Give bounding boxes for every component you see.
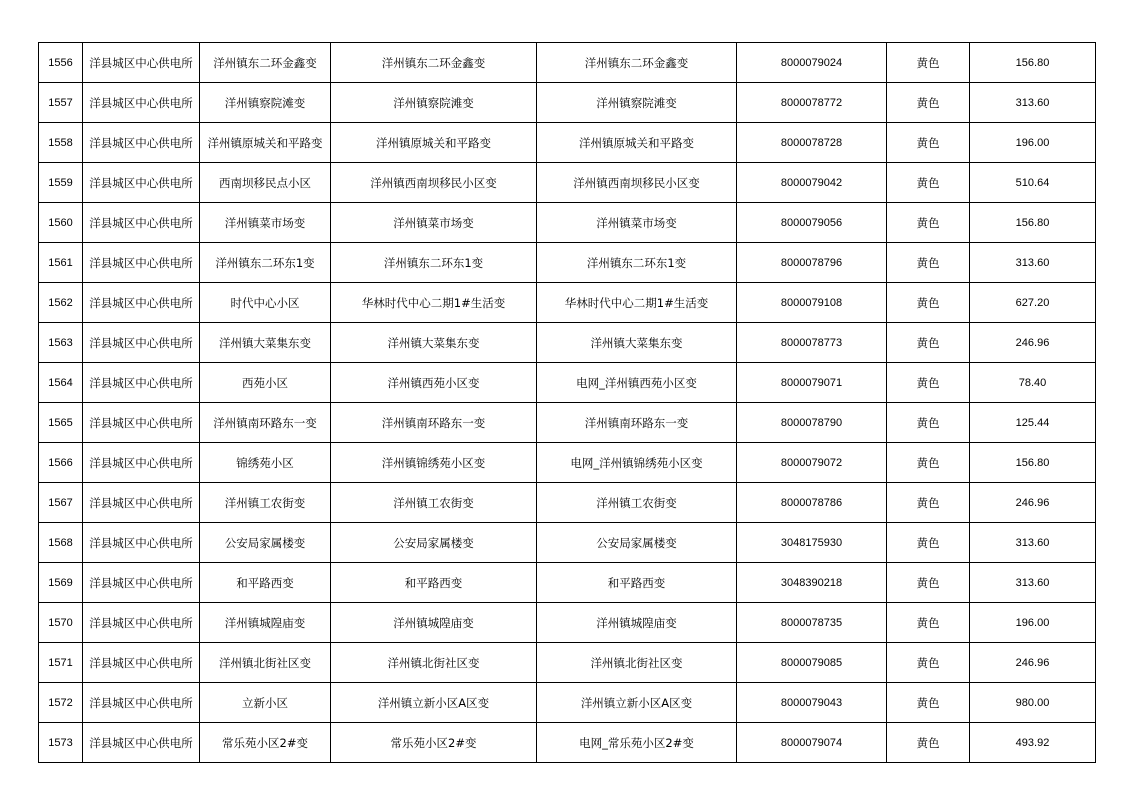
meter-name-cell: 洋州镇大菜集东变 xyxy=(537,323,737,363)
area-name-cell: 和平路西变 xyxy=(200,563,331,603)
meter-name-cell: 电网_常乐苑小区2#变 xyxy=(537,723,737,763)
supply-station-cell: 洋县城区中心供电所 xyxy=(83,323,200,363)
supply-station-cell: 洋县城区中心供电所 xyxy=(83,43,200,83)
row-number-cell: 1567 xyxy=(39,483,83,523)
value-cell: 246.96 xyxy=(970,643,1096,683)
row-number-cell: 1556 xyxy=(39,43,83,83)
table-row xyxy=(39,683,1096,723)
account-number-cell: 8000079024 xyxy=(737,43,887,83)
value-cell: 196.00 xyxy=(970,123,1096,163)
level-cell: 黄色 xyxy=(887,363,970,403)
account-number-cell: 8000078735 xyxy=(737,603,887,643)
supply-station-cell: 洋县城区中心供电所 xyxy=(83,603,200,643)
value-cell: 156.80 xyxy=(970,443,1096,483)
transformer-name-cell: 洋州镇立新小区A区变 xyxy=(331,683,537,723)
transformer-name-cell: 公安局家属楼变 xyxy=(331,523,537,563)
row-number-cell: 1558 xyxy=(39,123,83,163)
row-number-cell: 1566 xyxy=(39,443,83,483)
area-name-cell: 西南坝移民点小区 xyxy=(200,163,331,203)
table-body xyxy=(39,43,1096,763)
row-number-cell: 1571 xyxy=(39,643,83,683)
level-cell: 黄色 xyxy=(887,243,970,283)
transformer-name-cell: 洋州镇西南坝移民小区变 xyxy=(331,163,537,203)
meter-name-cell: 电网_洋州镇锦绣苑小区变 xyxy=(537,443,737,483)
row-number-cell: 1565 xyxy=(39,403,83,443)
meter-name-cell: 洋州镇原城关和平路变 xyxy=(537,123,737,163)
account-number-cell: 8000079043 xyxy=(737,683,887,723)
value-cell: 156.80 xyxy=(970,43,1096,83)
row-number-cell: 1563 xyxy=(39,323,83,363)
supply-station-cell: 洋县城区中心供电所 xyxy=(83,403,200,443)
row-number-cell: 1562 xyxy=(39,283,83,323)
value-cell: 78.40 xyxy=(970,363,1096,403)
value-cell: 313.60 xyxy=(970,563,1096,603)
row-number-cell: 1561 xyxy=(39,243,83,283)
supply-station-cell: 洋县城区中心供电所 xyxy=(83,443,200,483)
level-cell: 黄色 xyxy=(887,163,970,203)
meter-name-cell: 洋州镇察院滩变 xyxy=(537,83,737,123)
level-cell: 黄色 xyxy=(887,83,970,123)
transformer-name-cell: 洋州镇北街社区变 xyxy=(331,643,537,683)
level-cell: 黄色 xyxy=(887,643,970,683)
table-row xyxy=(39,523,1096,563)
meter-name-cell: 洋州镇西南坝移民小区变 xyxy=(537,163,737,203)
meter-name-cell: 洋州镇菜市场变 xyxy=(537,203,737,243)
meter-name-cell: 公安局家属楼变 xyxy=(537,523,737,563)
transformer-name-cell: 和平路西变 xyxy=(331,563,537,603)
value-cell: 313.60 xyxy=(970,83,1096,123)
account-number-cell: 8000078772 xyxy=(737,83,887,123)
value-cell: 246.96 xyxy=(970,323,1096,363)
level-cell: 黄色 xyxy=(887,43,970,83)
level-cell: 黄色 xyxy=(887,483,970,523)
account-number-cell: 3048175930 xyxy=(737,523,887,563)
table-row xyxy=(39,163,1096,203)
supply-station-cell: 洋县城区中心供电所 xyxy=(83,563,200,603)
transformer-name-cell: 洋州镇东二环东1变 xyxy=(331,243,537,283)
value-cell: 510.64 xyxy=(970,163,1096,203)
supply-station-cell: 洋县城区中心供电所 xyxy=(83,643,200,683)
area-name-cell: 洋州镇大菜集东变 xyxy=(200,323,331,363)
level-cell: 黄色 xyxy=(887,123,970,163)
value-cell: 313.60 xyxy=(970,523,1096,563)
meter-name-cell: 洋州镇立新小区A区变 xyxy=(537,683,737,723)
meter-name-cell: 华林时代中心二期1#生活变 xyxy=(537,283,737,323)
row-number-cell: 1569 xyxy=(39,563,83,603)
area-name-cell: 洋州镇南环路东一变 xyxy=(200,403,331,443)
table-row xyxy=(39,603,1096,643)
account-number-cell: 8000079072 xyxy=(737,443,887,483)
meter-name-cell: 洋州镇北街社区变 xyxy=(537,643,737,683)
table-row xyxy=(39,563,1096,603)
area-name-cell: 洋州镇菜市场变 xyxy=(200,203,331,243)
table-row xyxy=(39,283,1096,323)
table-row xyxy=(39,723,1096,763)
level-cell: 黄色 xyxy=(887,323,970,363)
value-cell: 493.92 xyxy=(970,723,1096,763)
table-row xyxy=(39,83,1096,123)
table-row xyxy=(39,323,1096,363)
account-number-cell: 8000078796 xyxy=(737,243,887,283)
table-row xyxy=(39,123,1096,163)
supply-station-cell: 洋县城区中心供电所 xyxy=(83,123,200,163)
table-row xyxy=(39,363,1096,403)
area-name-cell: 洋州镇原城关和平路变 xyxy=(200,123,331,163)
supply-station-cell: 洋县城区中心供电所 xyxy=(83,523,200,563)
transformer-name-cell: 洋州镇原城关和平路变 xyxy=(331,123,537,163)
area-name-cell: 洋州镇北街社区变 xyxy=(200,643,331,683)
level-cell: 黄色 xyxy=(887,523,970,563)
transformer-name-cell: 洋州镇城隍庙变 xyxy=(331,603,537,643)
data-table xyxy=(38,42,1096,763)
area-name-cell: 洋州镇工农街变 xyxy=(200,483,331,523)
table-row xyxy=(39,203,1096,243)
level-cell: 黄色 xyxy=(887,563,970,603)
area-name-cell: 公安局家属楼变 xyxy=(200,523,331,563)
row-number-cell: 1559 xyxy=(39,163,83,203)
value-cell: 196.00 xyxy=(970,603,1096,643)
area-name-cell: 常乐苑小区2#变 xyxy=(200,723,331,763)
account-number-cell: 8000079085 xyxy=(737,643,887,683)
value-cell: 313.60 xyxy=(970,243,1096,283)
table-row xyxy=(39,643,1096,683)
value-cell: 125.44 xyxy=(970,403,1096,443)
level-cell: 黄色 xyxy=(887,403,970,443)
account-number-cell: 8000079071 xyxy=(737,363,887,403)
area-name-cell: 洋州镇东二环东1变 xyxy=(200,243,331,283)
value-cell: 156.80 xyxy=(970,203,1096,243)
area-name-cell: 时代中心小区 xyxy=(200,283,331,323)
transformer-name-cell: 洋州镇察院滩变 xyxy=(331,83,537,123)
transformer-name-cell: 洋州镇大菜集东变 xyxy=(331,323,537,363)
area-name-cell: 锦绣苑小区 xyxy=(200,443,331,483)
area-name-cell: 洋州镇察院滩变 xyxy=(200,83,331,123)
transformer-name-cell: 洋州镇南环路东一变 xyxy=(331,403,537,443)
supply-station-cell: 洋县城区中心供电所 xyxy=(83,163,200,203)
level-cell: 黄色 xyxy=(887,603,970,643)
account-number-cell: 8000078773 xyxy=(737,323,887,363)
account-number-cell: 8000078790 xyxy=(737,403,887,443)
transformer-name-cell: 华林时代中心二期1#生活变 xyxy=(331,283,537,323)
supply-station-cell: 洋县城区中心供电所 xyxy=(83,483,200,523)
account-number-cell: 8000078786 xyxy=(737,483,887,523)
level-cell: 黄色 xyxy=(887,443,970,483)
value-cell: 627.20 xyxy=(970,283,1096,323)
transformer-name-cell: 洋州镇东二环金鑫变 xyxy=(331,43,537,83)
value-cell: 246.96 xyxy=(970,483,1096,523)
table-row xyxy=(39,243,1096,283)
row-number-cell: 1573 xyxy=(39,723,83,763)
meter-name-cell: 洋州镇东二环金鑫变 xyxy=(537,43,737,83)
value-cell: 980.00 xyxy=(970,683,1096,723)
row-number-cell: 1572 xyxy=(39,683,83,723)
level-cell: 黄色 xyxy=(887,283,970,323)
meter-name-cell: 洋州镇东二环东1变 xyxy=(537,243,737,283)
account-number-cell: 8000078728 xyxy=(737,123,887,163)
account-number-cell: 8000079042 xyxy=(737,163,887,203)
row-number-cell: 1568 xyxy=(39,523,83,563)
account-number-cell: 3048390218 xyxy=(737,563,887,603)
table-row xyxy=(39,443,1096,483)
level-cell: 黄色 xyxy=(887,683,970,723)
level-cell: 黄色 xyxy=(887,723,970,763)
supply-station-cell: 洋县城区中心供电所 xyxy=(83,283,200,323)
transformer-name-cell: 洋州镇锦绣苑小区变 xyxy=(331,443,537,483)
account-number-cell: 8000079074 xyxy=(737,723,887,763)
row-number-cell: 1557 xyxy=(39,83,83,123)
table-row xyxy=(39,43,1096,83)
supply-station-cell: 洋县城区中心供电所 xyxy=(83,203,200,243)
level-cell: 黄色 xyxy=(887,203,970,243)
area-name-cell: 洋州镇东二环金鑫变 xyxy=(200,43,331,83)
supply-station-cell: 洋县城区中心供电所 xyxy=(83,83,200,123)
account-number-cell: 8000079056 xyxy=(737,203,887,243)
area-name-cell: 立新小区 xyxy=(200,683,331,723)
row-number-cell: 1570 xyxy=(39,603,83,643)
supply-station-cell: 洋县城区中心供电所 xyxy=(83,723,200,763)
meter-name-cell: 和平路西变 xyxy=(537,563,737,603)
table-row xyxy=(39,403,1096,443)
area-name-cell: 西苑小区 xyxy=(200,363,331,403)
transformer-name-cell: 常乐苑小区2#变 xyxy=(331,723,537,763)
supply-station-cell: 洋县城区中心供电所 xyxy=(83,683,200,723)
meter-name-cell: 洋州镇城隍庙变 xyxy=(537,603,737,643)
area-name-cell: 洋州镇城隍庙变 xyxy=(200,603,331,643)
transformer-name-cell: 洋州镇工农街变 xyxy=(331,483,537,523)
account-number-cell: 8000079108 xyxy=(737,283,887,323)
meter-name-cell: 洋州镇工农街变 xyxy=(537,483,737,523)
meter-name-cell: 电网_洋州镇西苑小区变 xyxy=(537,363,737,403)
table-row xyxy=(39,483,1096,523)
supply-station-cell: 洋县城区中心供电所 xyxy=(83,243,200,283)
meter-name-cell: 洋州镇南环路东一变 xyxy=(537,403,737,443)
row-number-cell: 1564 xyxy=(39,363,83,403)
transformer-name-cell: 洋州镇西苑小区变 xyxy=(331,363,537,403)
transformer-name-cell: 洋州镇菜市场变 xyxy=(331,203,537,243)
row-number-cell: 1560 xyxy=(39,203,83,243)
supply-station-cell: 洋县城区中心供电所 xyxy=(83,363,200,403)
